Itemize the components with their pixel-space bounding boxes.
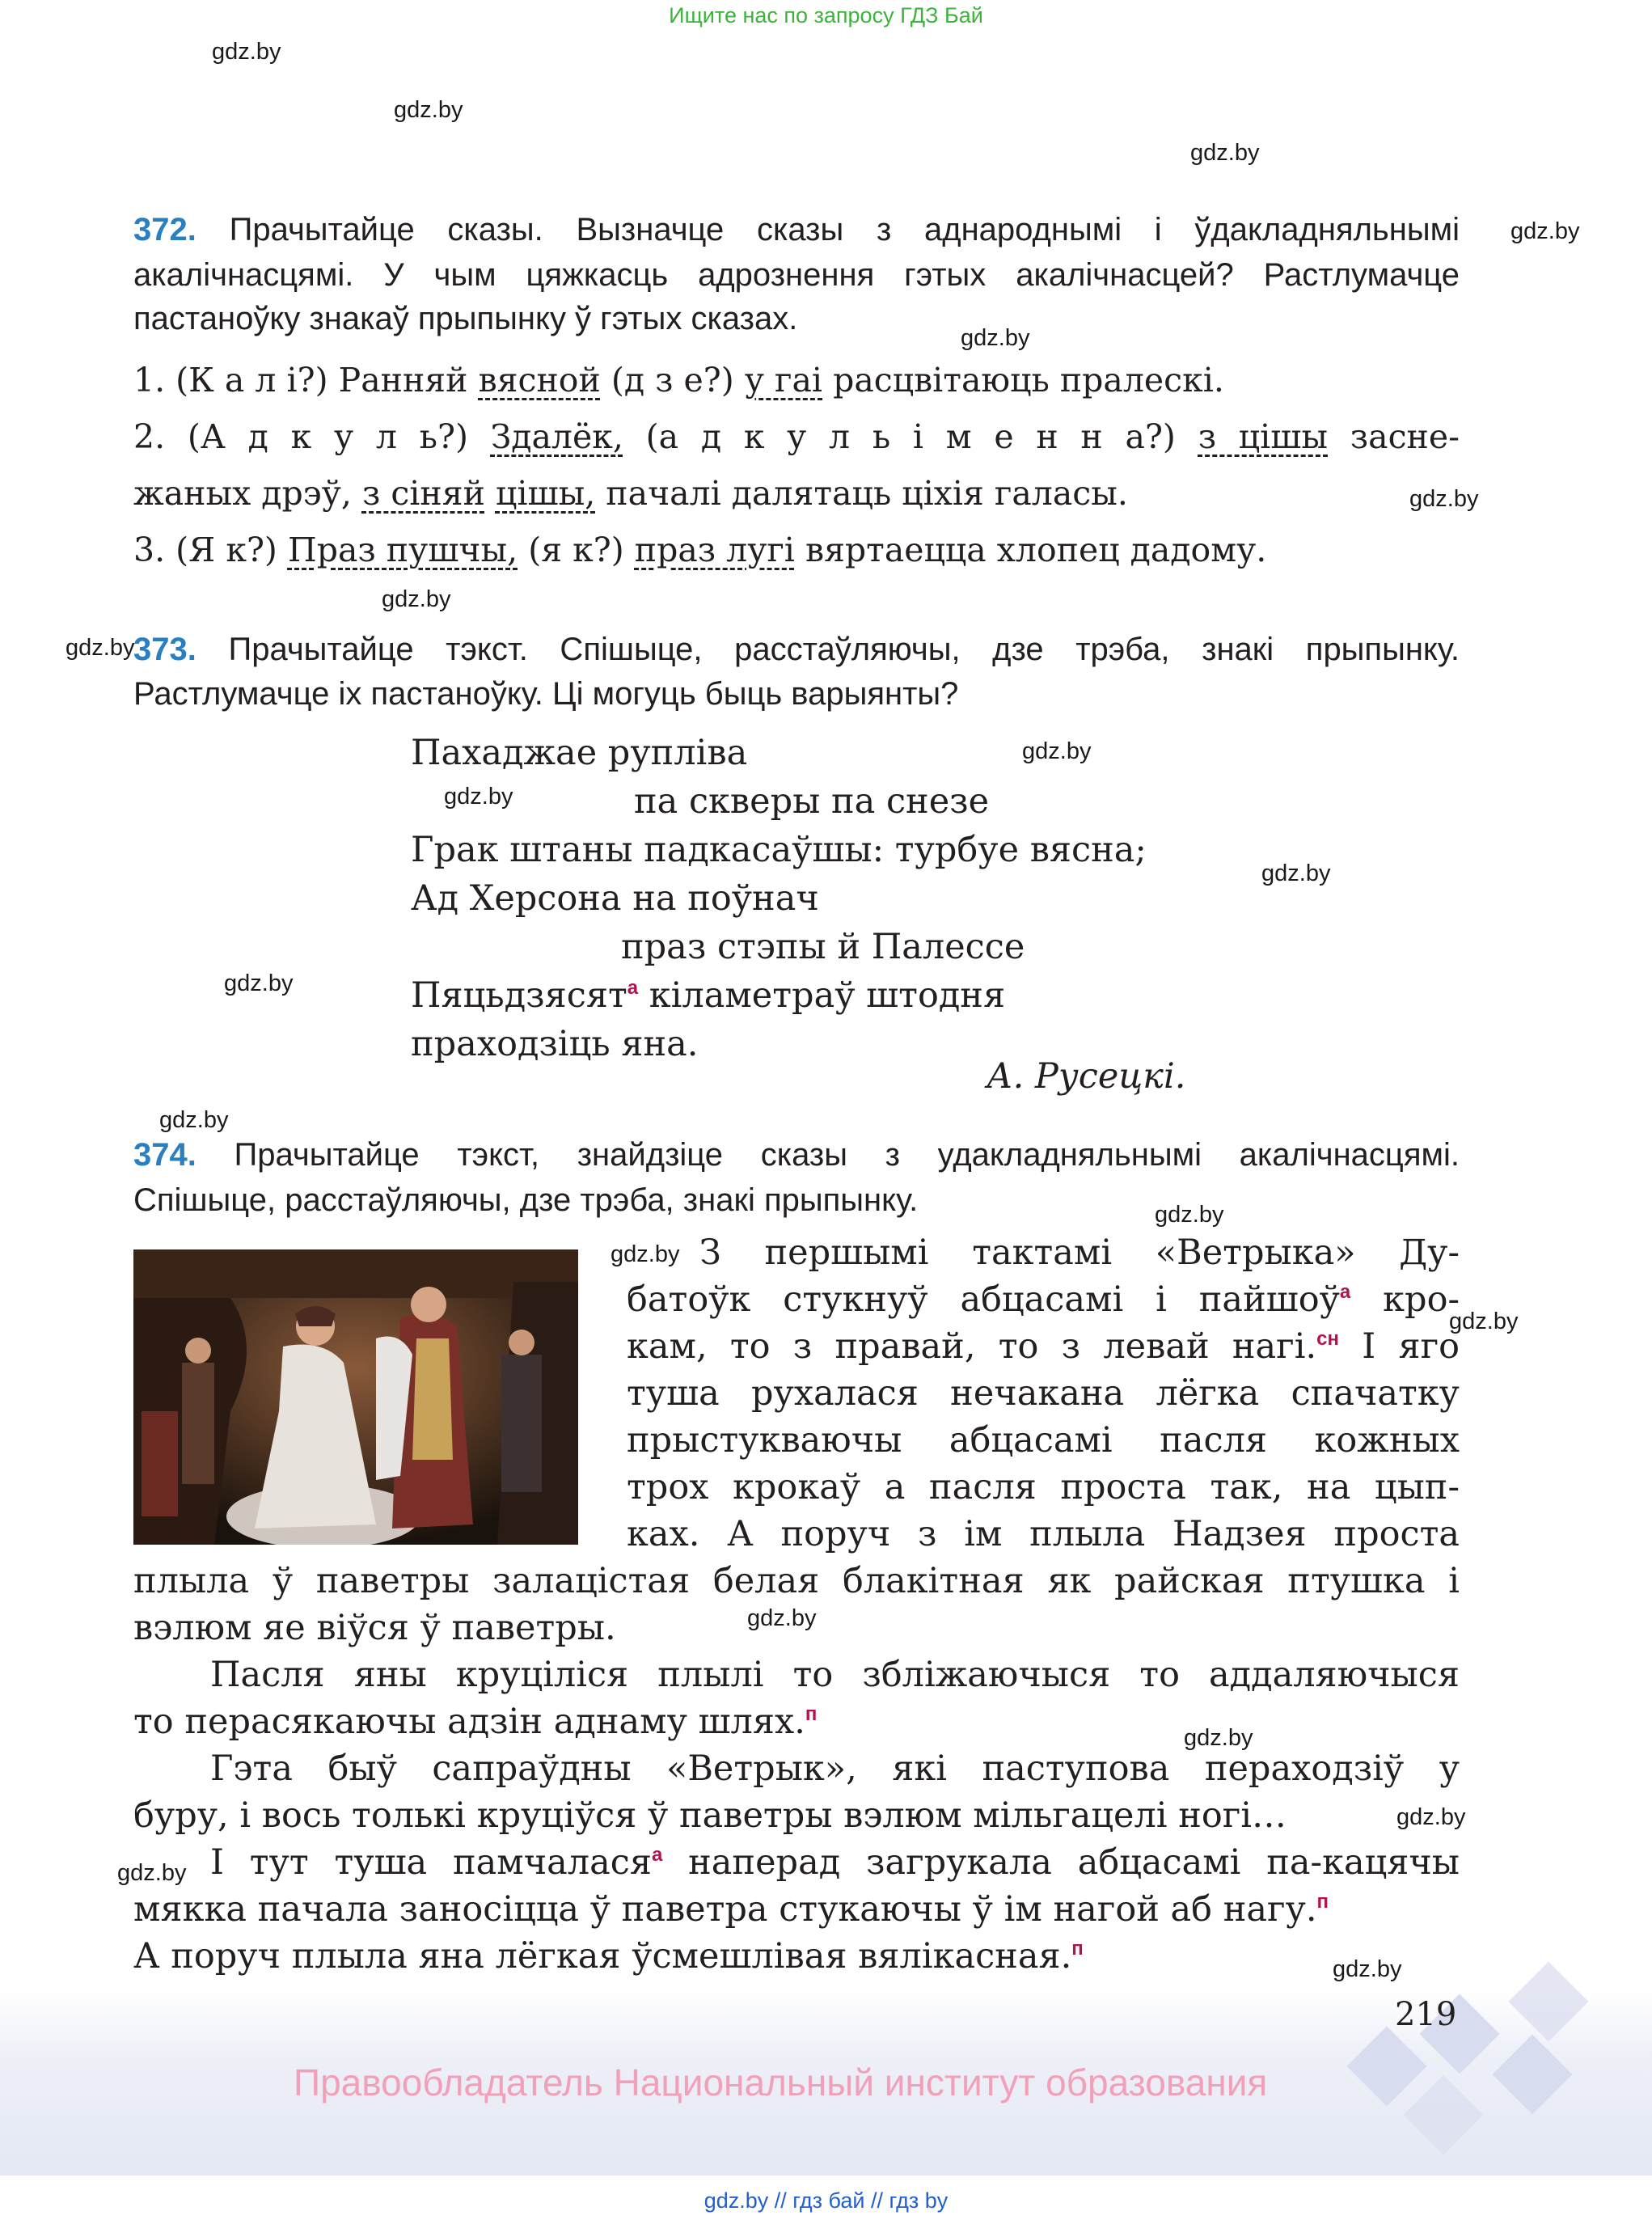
text-line: то перасякаючы адзін аднаму шлях.$^п$ (133, 1702, 818, 1742)
theatre-stage-photo (133, 1249, 578, 1545)
task-text: Прачытайце тэкст. Спішыце, расстаўляючы, дзе трэба, знакі прыпынку. (228, 632, 1460, 667)
stage-scene-illustration (133, 1249, 578, 1545)
exercise-374-task-line: Спішыце, расстаўляючы, дзе трэба, знакі прыпынку. (133, 1182, 919, 1218)
exercise-374-task-line (133, 1132, 1460, 1178)
text-line: туша рухалася нечакана лёгка спачатку (627, 1373, 1460, 1414)
text-line: мякка пачала заносіцца ў паветра стукаючы ў ім нагой аб нагу.$^п$ (133, 1889, 1329, 1930)
watermark: gdz.by (117, 1860, 187, 1886)
bottom-links[interactable]: gdz.by // гдз бай // гдз by (703, 2188, 949, 2213)
page-number: 219 (1395, 1996, 1457, 2033)
exercise-372-task-line: пастаноўку знакаў прыпынку ў гэтых сказах. (133, 301, 798, 336)
watermark: gdz.by (212, 39, 281, 65)
exercise-373-task-line: Растлумачце іх пастаноўку. Ці могуць быць варыянты? (133, 676, 959, 712)
poem-line: праз стэпы й Палессе (621, 927, 1025, 967)
exercise-372-task-line (133, 207, 1460, 252)
sentence-1: 1. (К а л і?) Ранняй вясной (д з е?) у гаі расцвітаюць пралескі. (133, 361, 1224, 400)
poem-line: Ад Херсона на поўнач (411, 878, 819, 919)
exercise-number: 374. (133, 1137, 196, 1173)
poem-line: праходзіць яна. (411, 1024, 699, 1064)
watermark: gdz.by (159, 1107, 229, 1133)
sentence-2-cont: жаных дрэў, з сіняй цішы, пачалі далятаць ціхія галасы. (133, 474, 1128, 513)
exercise-number: 373. (133, 632, 196, 667)
mark-a: а (651, 1844, 663, 1866)
text-line: Пасля яны круціліся плылі то збліжаючыся то аддаляючыся (210, 1655, 1460, 1695)
watermark: gdz.by (961, 325, 1030, 351)
poem-line: Пахаджае рупліва (411, 733, 748, 773)
watermark: gdz.by (394, 97, 463, 123)
watermark: gdz.by (1190, 140, 1260, 166)
text-line: трох крокаў а пасля проста так, на цып- (627, 1467, 1460, 1507)
mark-p: п (805, 1703, 818, 1725)
watermark: gdz.by (611, 1241, 680, 1267)
exercise-number: 372. (133, 212, 196, 247)
poem-line: па скверы па снезе (634, 781, 990, 822)
mark-p: п (1316, 1891, 1329, 1913)
text-line: буру, і вось толькі круціўся ў паветры вэлюм мільгацелі ногі… (133, 1795, 1287, 1836)
exercise-372-task-line: акалічнасцямі. У чым цяжкасць адрознення гэтых акалічнасцей? Растлумачце (133, 257, 1460, 293)
sentence-2: 2. (А д к у л ь?) Здалёк, (а д к у л ь і м е н н а?) з цішы засне- (133, 417, 1460, 456)
text-line: батоўк стукнуў абцасамі і пайшоў$^а$ кро- (627, 1279, 1460, 1320)
watermark: gdz.by (65, 635, 135, 661)
watermark: gdz.by (1333, 1956, 1402, 1982)
search-hint-banner: Ищите нас по запросу ГДЗ Бай (669, 3, 983, 27)
text-line: вэлюм яе віўся ў паветры. (133, 1608, 616, 1648)
text-line: І тут туша памчалася$^а$ наперад загрукала абцасамі па-кацячы (210, 1842, 1460, 1883)
watermark: gdz.by (1155, 1202, 1224, 1228)
watermark: gdz.by (1409, 486, 1479, 512)
text-line: прыстукваючы абцасамі пасля кожных (627, 1420, 1460, 1461)
watermark: gdz.by (444, 784, 513, 810)
text-line: кам, то з правай, то з левай нагі.$^{сн}$ І яго (627, 1326, 1460, 1367)
watermark: gdz.by (224, 970, 294, 996)
task-text: Прачытайце тэкст, знайдзіце сказы з удакладняльнымі акалічнасцямі. (234, 1137, 1460, 1173)
copyright-notice: Правообладатель Национальный институт образования (294, 2061, 1268, 2103)
mark-p: п (1071, 1938, 1084, 1960)
watermark: gdz.by (1022, 738, 1092, 764)
mark-a: а (1339, 1281, 1351, 1303)
poem-author: А. Русецкі. (987, 1056, 1186, 1097)
mark-sn: сн (1316, 1328, 1339, 1350)
watermark: gdz.by (1184, 1725, 1253, 1751)
task-text: Прачытайце сказы. Вызначце сказы з аднароднымі і ўдакладняльнымі (229, 212, 1460, 247)
watermark: gdz.by (1449, 1309, 1519, 1334)
watermark: gdz.by (382, 586, 451, 612)
text-line: ках. А поруч з ім плыла Надзея проста (627, 1514, 1460, 1554)
watermark: gdz.by (1396, 1804, 1466, 1830)
watermark: gdz.by (1510, 218, 1580, 244)
text-line: Гэта быў сапраўдны «Ветрык», які паступова пераходзіў у (210, 1748, 1460, 1789)
poem-line: Грак штаны падкасаўшы: турбуе вясна; (411, 830, 1147, 870)
text-line: А поруч плыла яна лёгкая ўсмешлівая вялікасная.$^п$ (133, 1936, 1084, 1977)
poem-line: Пяцьдзясят$^а$ кіламетраў штодня (411, 975, 1006, 1016)
watermark: gdz.by (1261, 860, 1331, 886)
exercise-373-task-line (133, 627, 1460, 672)
text-line: плыла ў паветры залацістая белая блакітная як райская птушка і (133, 1561, 1460, 1601)
sentence-3: 3. (Я к?) Праз пушчы, (я к?) праз лугі вяртаецца хлопец дадому. (133, 531, 1267, 569)
watermark: gdz.by (747, 1605, 817, 1631)
text-line: З першымі тактамі «Ветрыка» Ду- (699, 1233, 1460, 1273)
mark-a: а (627, 977, 639, 999)
